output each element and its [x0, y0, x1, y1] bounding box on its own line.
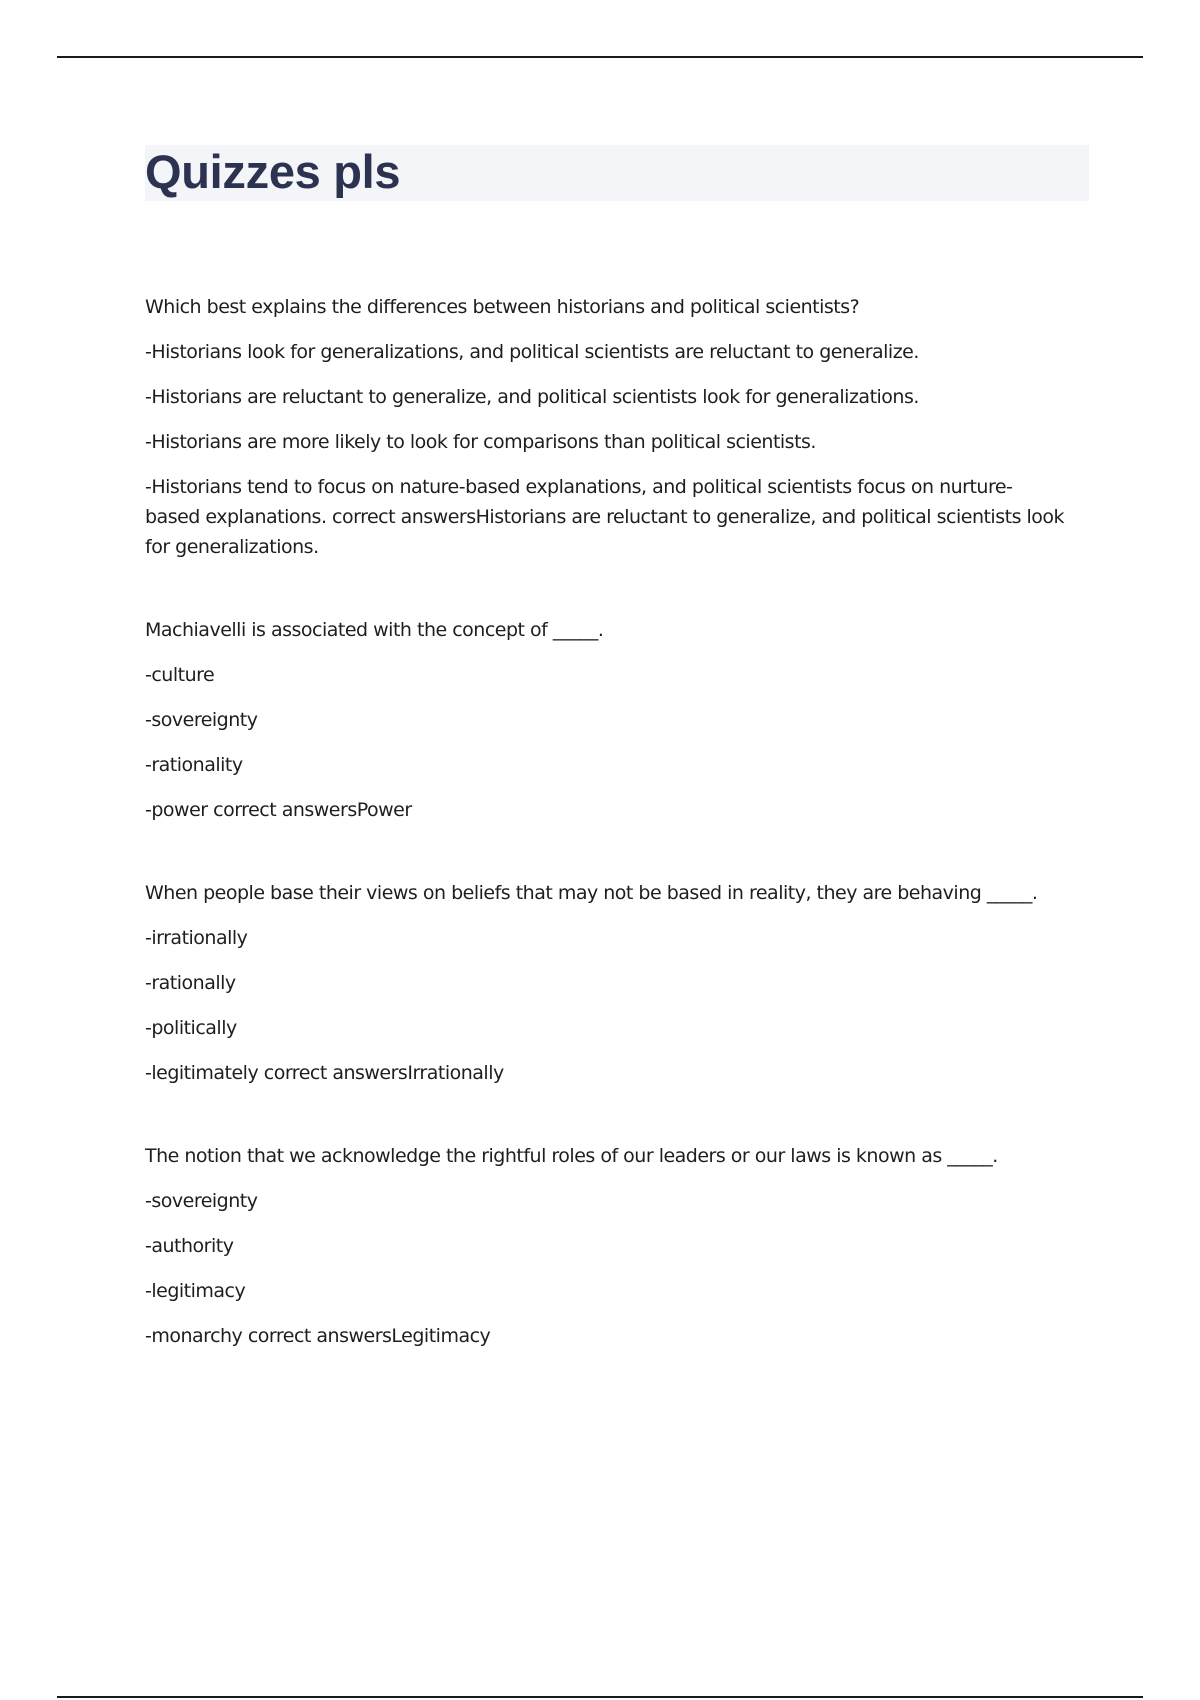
question-block-4 — [145, 1141, 1065, 1351]
top-rule — [57, 56, 1143, 58]
option-text-with-answer: -monarchy correct answersLegitimacy — [145, 1325, 491, 1347]
option-text: -authority — [145, 1235, 234, 1257]
option-text: -irrationally — [145, 927, 248, 949]
option-text-with-answer: -legitimately correct answersIrrationally — [145, 1062, 504, 1084]
option-text: -sovereignty — [145, 709, 258, 731]
option-text: -rationality — [145, 754, 243, 776]
question-text: When people base their views on beliefs that may not be based in reality, they are behaving _____. — [145, 882, 1038, 904]
option-text: -rationally — [145, 972, 236, 994]
option-text: -culture — [145, 664, 215, 686]
question-text: Which best explains the differences between historians and political scientists? — [145, 296, 860, 318]
option-text-with-answer: -power correct answersPower — [145, 799, 412, 821]
question-text: The notion that we acknowledge the rightful roles of our leaders or our laws is known as _____. — [145, 1145, 998, 1167]
question-block-2 — [145, 615, 1065, 825]
option-text: -Historians are more likely to look for comparisons than political scientists. — [145, 431, 816, 453]
option-text: -politically — [145, 1017, 237, 1039]
bottom-rule — [57, 1696, 1143, 1698]
question-text: Machiavelli is associated with the concept of _____. — [145, 619, 604, 641]
option-text: -legitimacy — [145, 1280, 246, 1302]
question-block-1 — [145, 292, 1065, 562]
quiz-content — [145, 292, 1065, 1404]
option-text-with-answer: -Historians tend to focus on nature-based explanations, and political scientists focus on nurture-based explanations. correct answersHistorians are reluctant to generalize, and political scientists look for generalizations. — [145, 476, 1065, 558]
option-text: -sovereignty — [145, 1190, 258, 1212]
question-block-3 — [145, 878, 1065, 1088]
option-text: -Historians look for generalizations, and political scientists are reluctant to generalize. — [145, 341, 919, 363]
option-text: -Historians are reluctant to generalize, and political scientists look for generalizations. — [145, 386, 919, 408]
page-title: Quizzes pls — [145, 145, 401, 198]
